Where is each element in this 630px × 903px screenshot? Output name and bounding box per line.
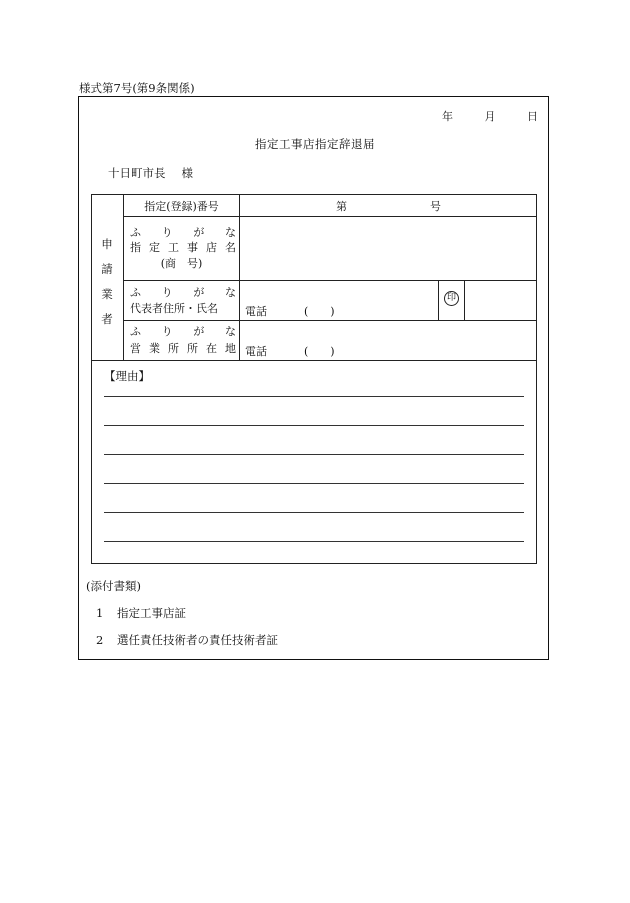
- rep-phone-paren: ( ): [304, 305, 335, 318]
- seal-mark-icon: 印: [444, 291, 459, 306]
- shop-name-label: [130, 240, 236, 255]
- document-title: 指定工事店指定辞退届: [255, 137, 375, 151]
- registration-number-suffix: 号: [430, 200, 441, 213]
- furigana-char: な: [224, 226, 236, 239]
- shop-trade-name-label: (商 号): [160, 257, 203, 270]
- shop-label-char: 定: [149, 241, 160, 254]
- office-label-char: 在: [206, 342, 217, 355]
- rep-furigana-label: [130, 285, 236, 300]
- side-char-1: 申: [101, 237, 113, 251]
- side-char-3: 業: [101, 287, 113, 301]
- shop-label-char: 工: [168, 241, 179, 254]
- applicant-side-label: [91, 232, 123, 332]
- registration-number-prefix: 第: [336, 200, 347, 213]
- furigana-char: が: [193, 325, 205, 338]
- addressee-honorific: 様: [181, 166, 193, 180]
- addressee: [108, 165, 193, 181]
- office-phone-paren: ( ): [304, 345, 335, 358]
- date-day-label: 日: [527, 110, 538, 123]
- attachments-heading: (添付書類): [86, 579, 141, 593]
- furigana-char: ふ: [130, 226, 141, 239]
- addressee-name: 十日町市長: [108, 166, 166, 180]
- furigana-char: が: [193, 226, 205, 239]
- side-char-4: 者: [101, 312, 113, 326]
- date-month-label: 月: [484, 110, 496, 123]
- shop-label-char: 名: [225, 241, 236, 254]
- reason-line: [104, 541, 524, 542]
- attachment-item: [96, 605, 186, 621]
- reason-line: [104, 512, 524, 513]
- office-label-char: 業: [149, 342, 160, 355]
- shop-label-char: 店: [206, 241, 217, 254]
- form-number-label: 様式第7号(第9条関係): [79, 81, 195, 95]
- furigana-char: り: [161, 325, 173, 338]
- furigana-char: が: [193, 286, 205, 299]
- reason-line: [104, 425, 524, 426]
- office-phone-label: 電話: [245, 345, 267, 358]
- attachment-text: 指定工事店証: [116, 606, 186, 620]
- attachment-number: 1: [96, 606, 104, 620]
- representative-address-name-label: 代表者住所・氏名: [130, 302, 218, 315]
- office-label-char: 所: [187, 342, 198, 355]
- furigana-char: ふ: [130, 286, 141, 299]
- office-label-char: 地: [225, 342, 236, 355]
- office-label-char: 所: [168, 342, 179, 355]
- attachment-text: 選任責任技術者の責任技術者証: [116, 633, 278, 647]
- reason-line: [104, 454, 524, 455]
- shop-label-char: 指: [130, 241, 141, 254]
- reason-line: [104, 483, 524, 484]
- date-year-label: 年: [442, 110, 453, 123]
- office-location-label: [130, 341, 236, 356]
- furigana-char: り: [161, 286, 173, 299]
- side-char-2: 請: [101, 262, 113, 276]
- office-furigana-label: [130, 324, 236, 339]
- registration-number-label: 指定(登録)番号: [144, 200, 219, 213]
- furigana-char: な: [224, 286, 236, 299]
- furigana-char: り: [161, 226, 173, 239]
- shop-label-char: 事: [187, 241, 198, 254]
- reason-label: 【理由】: [104, 369, 150, 383]
- shop-furigana-label: [130, 225, 236, 240]
- rep-phone-label: 電話: [245, 305, 267, 318]
- reason-line: [104, 396, 524, 397]
- furigana-char: ふ: [130, 325, 141, 338]
- office-label-char: 営: [130, 342, 141, 355]
- date-fields: [442, 108, 538, 124]
- furigana-char: な: [224, 325, 236, 338]
- attachment-item: [96, 632, 278, 648]
- attachment-number: 2: [96, 633, 104, 647]
